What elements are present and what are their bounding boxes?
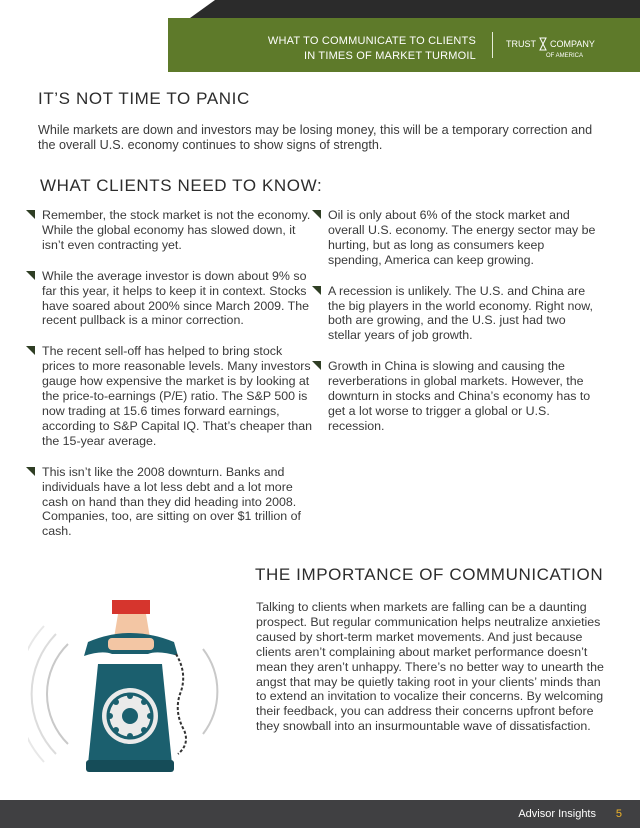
- list-item: [310, 359, 600, 434]
- list-item: [24, 208, 314, 253]
- list-item: [310, 284, 600, 344]
- page-number: 5: [615, 808, 622, 820]
- bullet-text: A recession is unlikely. The U.S. and China are the big players in the world economy. Right now, both are growing, and the U.S. just had two stellar years of job growth.: [328, 283, 593, 343]
- bullet-text: This isn’t like the 2008 downturn. Banks and individuals have a lot less debt and a lot more cash on hand than they did heading into 2008. Companies, too, are sitting on over $1 trillion of cash.: [42, 464, 301, 539]
- logo-word-company: COMPANY: [550, 39, 595, 49]
- footer-label: Advisor Insights: [518, 808, 596, 820]
- bullet-text: Oil is only about 6% of the stock market and overall U.S. economy. The energy sector may be hurting, but as long as consumers keep spending, America can keep growing.: [328, 208, 596, 267]
- bullet-text: Remember, the stock market is not the economy. While the global economy has slowed down, it isn’t even contracting yet.: [42, 208, 311, 252]
- left-bullet-list: [24, 208, 314, 555]
- triangle-bullet-icon: [26, 346, 35, 355]
- triangle-bullet-icon: [312, 286, 321, 295]
- company-logo: [506, 37, 595, 61]
- triangle-bullet-icon: [26, 210, 35, 219]
- logo-word-trust: TRUST: [506, 39, 536, 49]
- heading-not-time-to-panic: IT’S NOT TIME TO PANIC: [38, 89, 250, 108]
- bullet-text: While the average investor is down about 9% so far this year, it helps to keep it in context. Stocks have soared about 200% since March 2009. The recent pullback is a minor correction.: [42, 268, 310, 328]
- bullet-text: The recent sell-off has helped to bring stock prices to more reasonable levels. Many investors gauge how expensive the market is by looking at the price-to-earnings (P/E) ratio. The S&P 500 is now trading at 15.6 times forward earnings, according to S&P Capital IQ. That’s cheaper than the 15-year average.: [42, 344, 313, 448]
- communication-paragraph: Talking to clients when markets are falling can be a daunting prospect. But regular communication helps neutralize anxieties caused by short-term market movements. And just because clients aren’t complaining about market performance doesn’t mean they aren’t unhappy. There’s no better way to unearth the angst that may be quietly taking root in your clients’ minds than to extend an invitation to vocalize their concerns. By welcoming their feedback, you can address their concerns upfront before they snowball into an insurmountable wave of dissatisfaction.: [256, 600, 604, 734]
- header-divider: [492, 32, 493, 58]
- header-dark-stripe: [0, 0, 640, 18]
- triangle-bullet-icon: [312, 210, 321, 219]
- list-item: [310, 208, 600, 268]
- bullet-text: Growth in China is slowing and causing the reverberations in global markets. However, the downturn in stocks and China’s economy has to get a lot worse to trigger a global or U.S. recession.: [328, 359, 591, 433]
- right-bullet-list: [310, 208, 600, 450]
- header-title-line1: WHAT TO COMMUNICATE TO CLIENTS: [267, 35, 476, 47]
- list-item: [24, 344, 314, 448]
- header-title-line2: IN TIMES OF MARKET TURMOIL: [303, 50, 476, 62]
- list-item: [24, 465, 314, 540]
- triangle-bullet-icon: [26, 467, 35, 476]
- header-title: [240, 34, 476, 64]
- heading-what-clients-need-to-know: WHAT CLIENTS NEED TO KNOW:: [40, 176, 323, 195]
- list-item: [24, 269, 314, 329]
- logo-word-of-america: OF AMERICA: [546, 53, 584, 59]
- logo-mark-icon: [539, 37, 547, 51]
- triangle-bullet-icon: [312, 361, 321, 370]
- telephone-icon: [28, 594, 228, 794]
- heading-importance-of-communication: THE IMPORTANCE OF COMMUNICATION: [255, 565, 604, 584]
- panic-paragraph: While markets are down and investors may be losing money, this will be a temporary correction and the overall U.S. economy continues to show signs of strength.: [38, 123, 593, 152]
- triangle-bullet-icon: [26, 271, 35, 280]
